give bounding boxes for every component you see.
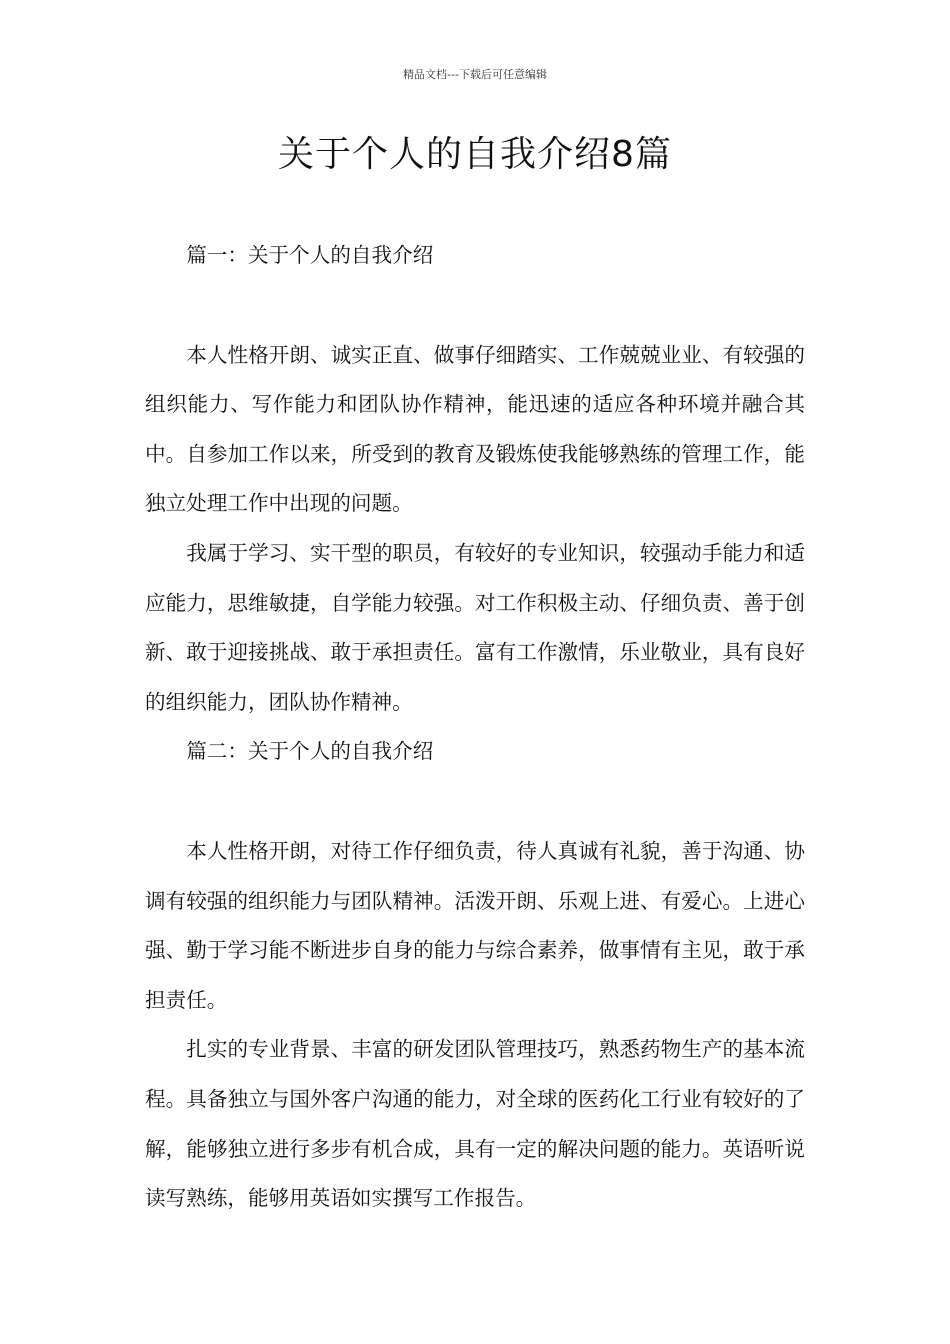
paragraph: 我属于学习、实干型的职员，有较好的专业知识，较强动手能力和适应能力，思维敏捷，自学能力较强。对工作积极主动、仔细负责、善于创新、敢于迎接挑战、敢于承担责任。富有工作激情，乐业敬业，具有良好的组织能力，团队协作精神。 bbox=[145, 540, 805, 714]
paragraph: 本人性格开朗，对待工作仔细负责，待人真诚有礼貌，善于沟通、协调有较强的组织能力与团队精神。活泼开朗、乐观上进、有爱心。上进心强、勤于学习能不断进步自身的能力与综合素养，做事情有主见，敢于承担责任。 bbox=[145, 838, 805, 1012]
section-heading: 篇二：关于个人的自我介绍 bbox=[186, 739, 434, 764]
document-title: 关于个人的自我介绍8篇 bbox=[278, 134, 672, 175]
paragraph: 扎实的专业背景、丰富的研发团队管理技巧，熟悉药物生产的基本流程。具备独立与国外客户沟通的能力，对全球的医药化工行业有较好的了解，能够独立进行多步有机合成，具有一定的解决问题的能力。英语听说读写熟练，能够用英语如实撰写工作报告。 bbox=[145, 1037, 805, 1211]
document-body bbox=[145, 231, 805, 1224]
section-heading: 篇一：关于个人的自我介绍 bbox=[186, 243, 434, 267]
spacer bbox=[145, 281, 805, 331]
spacer bbox=[145, 777, 805, 827]
paragraph: 本人性格开朗、诚实正直、做事仔细踏实、工作兢兢业业、有较强的组织能力、写作能力和团队协作精神，能迅速的适应各种环境并融合其中。自参加工作以来，所受到的教育及锻炼使我能够熟练的管理工作，能独立处理工作中出现的问题。 bbox=[145, 342, 805, 516]
header-note: 精品文档---下载后可任意编辑 bbox=[403, 68, 547, 81]
